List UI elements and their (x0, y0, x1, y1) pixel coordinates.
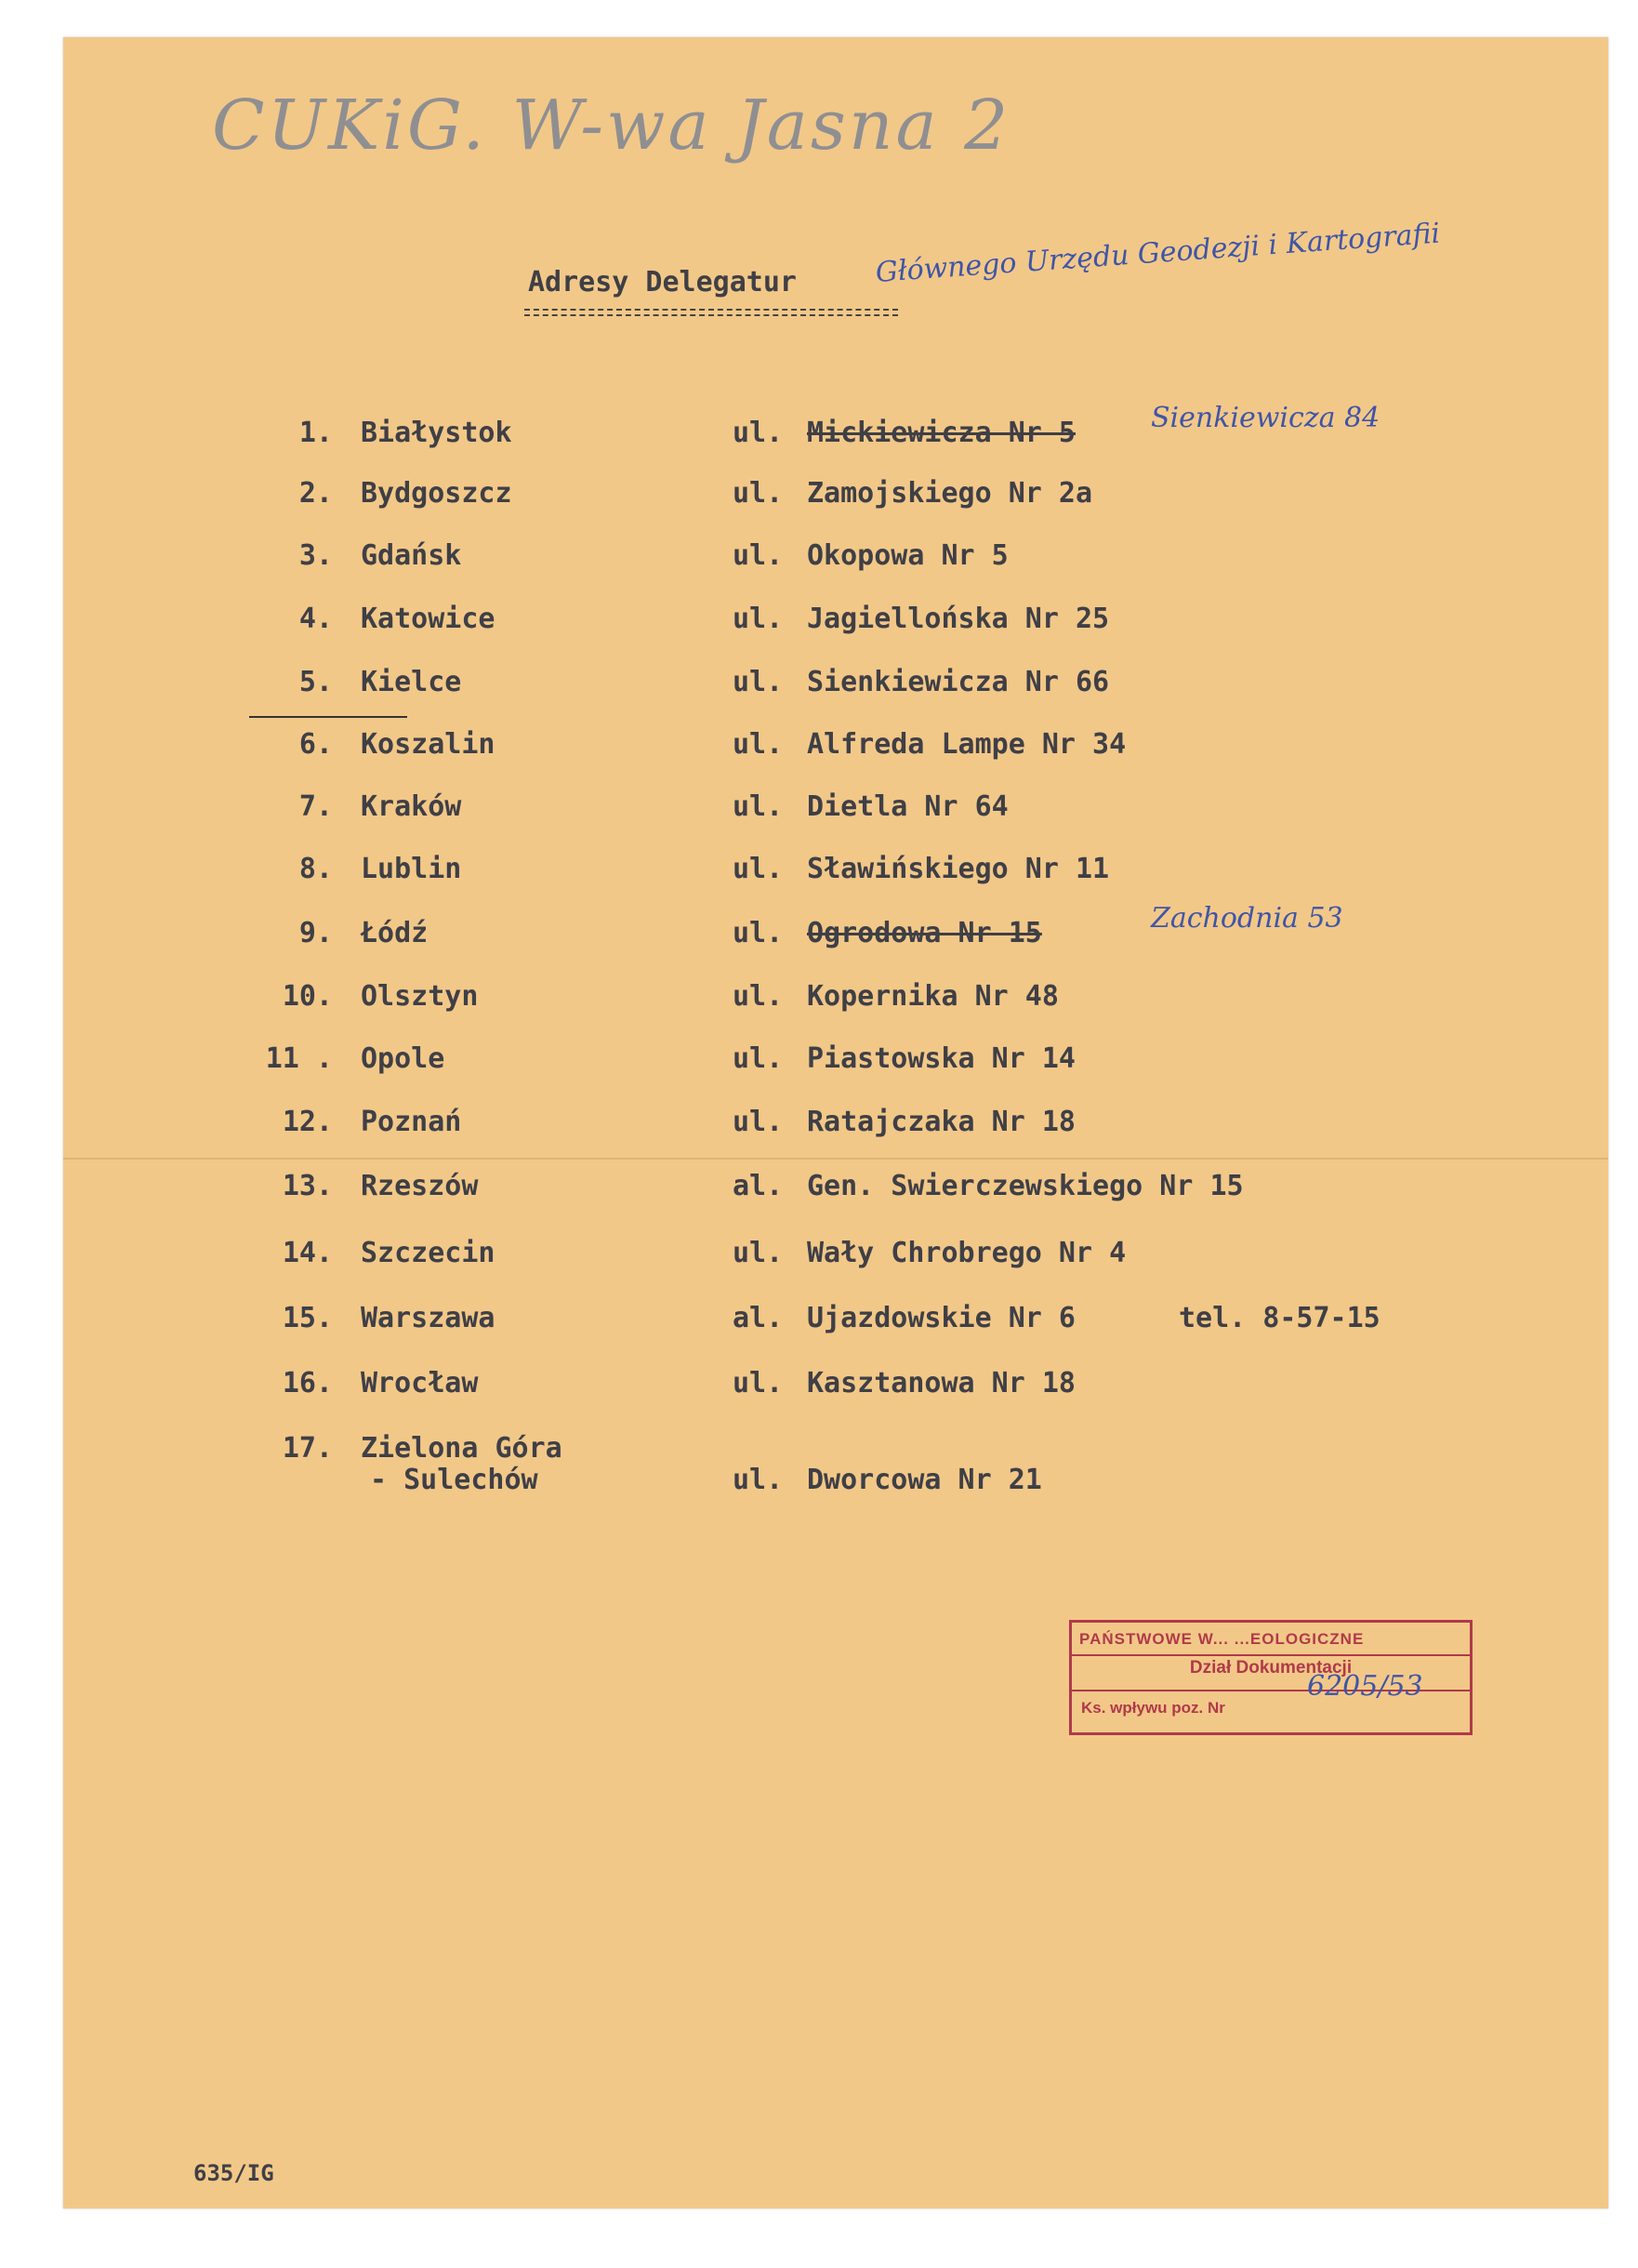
entry-address: Okopowa Nr 5 (807, 539, 1009, 572)
entry-city: Warszawa (361, 1302, 495, 1334)
stamp-divider (1072, 1654, 1470, 1656)
title-underline (524, 309, 898, 311)
entry-number: 9. (298, 917, 333, 949)
entry-city: Bydgoszcz (361, 477, 512, 510)
entry-number: 11 . (265, 1042, 333, 1075)
entry-city: Rzeszów (361, 1170, 479, 1202)
entry-city: Szczecin (361, 1237, 495, 1269)
entry-street-prefix: ul. (733, 1106, 784, 1138)
entry-number: 5. (298, 666, 333, 698)
entry-address: Dworcowa Nr 21 (807, 1464, 1042, 1496)
entry-city: Białystok (361, 417, 512, 449)
title-handwritten-addition: Głównego Urzędu Geodezji i Kartografii (874, 217, 1442, 289)
entry-number: 6. (298, 728, 333, 761)
entry-street-prefix: ul. (733, 1367, 784, 1399)
entry-number: 17. (282, 1432, 333, 1465)
document-sheet (63, 37, 1608, 2208)
pencil-mark (249, 716, 407, 718)
entry-street-prefix: ul. (733, 728, 784, 761)
entry-phone: tel. 8-57-15 (1179, 1302, 1380, 1334)
entry-street-prefix: al. (733, 1170, 784, 1202)
entry-address: Ratajczaka Nr 18 (807, 1106, 1076, 1138)
entry-address: Ujazdowskie Nr 6 (807, 1302, 1076, 1334)
entry-address: Gen. Swierczewskiego Nr 15 (807, 1170, 1244, 1202)
entry-number: 12. (282, 1106, 333, 1138)
entry-address: Zamojskiego Nr 2a (807, 477, 1093, 510)
document-reference: 635/IG (193, 2160, 274, 2186)
entry-street-prefix: ul. (733, 603, 784, 635)
entry-address: Kasztanowa Nr 18 (807, 1367, 1076, 1399)
entry-number: 16. (282, 1367, 333, 1399)
stamp-line-2: Dział Dokumentacji (1189, 1658, 1353, 1678)
entry-number: 13. (282, 1170, 333, 1202)
document-title: Adresy Delegatur (528, 266, 797, 298)
entry-street-prefix: ul. (733, 853, 784, 885)
entry-address: Mickiewicza Nr 5 (807, 417, 1076, 449)
entry-number: 14. (282, 1237, 333, 1269)
entry-city: Kielce (361, 666, 462, 698)
entry-city: Poznań (361, 1106, 462, 1138)
pencil-annotation: CUKiG. W-wa Jasna 2 (212, 86, 1011, 166)
entry-street-prefix: ul. (733, 539, 784, 572)
entry-city: Olsztyn (361, 980, 479, 1013)
entry-handwritten-correction: Zachodnia 53 (1151, 902, 1343, 935)
entry-street-prefix: ul. (733, 417, 784, 449)
entry-number: 4. (298, 603, 333, 635)
entry-city-continued: - Sulechów (370, 1464, 538, 1496)
entry-city: Lublin (361, 853, 462, 885)
entry-street-prefix: ul. (733, 1042, 784, 1075)
entry-street-prefix: ul. (733, 1237, 784, 1269)
entry-number: 3. (298, 539, 333, 572)
entry-number: 2. (298, 477, 333, 510)
entry-city: Wrocław (361, 1367, 479, 1399)
entry-city: Gdańsk (361, 539, 462, 572)
entry-address: Piastowska Nr 14 (807, 1042, 1076, 1075)
entry-number: 8. (298, 853, 333, 885)
stamp-line-1: PAŃSTWOWE W... ...EOLOGICZNE (1079, 1630, 1365, 1648)
entry-street-prefix: al. (733, 1302, 784, 1334)
entry-city: Katowice (361, 603, 495, 635)
entry-street-prefix: ul. (733, 666, 784, 698)
fold-line (63, 1158, 1608, 1160)
stamp-line-3: Ks. wpływu poz. Nr (1081, 1699, 1225, 1717)
entry-address: Ogrodowa Nr 15 (807, 917, 1042, 949)
stamp-handwritten-number: 6205/53 (1307, 1670, 1423, 1703)
entry-handwritten-correction: Sienkiewicza 84 (1151, 402, 1380, 434)
entry-number: 10. (282, 980, 333, 1013)
entry-number: 1. (298, 417, 333, 449)
entry-street-prefix: ul. (733, 980, 784, 1013)
entry-street-prefix: ul. (733, 477, 784, 510)
entry-city: Kraków (361, 790, 462, 823)
entry-address: Dietla Nr 64 (807, 790, 1009, 823)
entry-address: Wały Chrobrego Nr 4 (807, 1237, 1127, 1269)
entry-address: Alfreda Lampe Nr 34 (807, 728, 1127, 761)
entry-city: Opole (361, 1042, 445, 1075)
entry-city: Koszalin (361, 728, 495, 761)
entry-number: 7. (298, 790, 333, 823)
entry-address: Sławińskiego Nr 11 (807, 853, 1110, 885)
entry-street-prefix: ul. (733, 790, 784, 823)
entry-address: Kopernika Nr 48 (807, 980, 1059, 1013)
entry-street-prefix: ul. (733, 1464, 784, 1496)
entry-number: 15. (282, 1302, 333, 1334)
entry-street-prefix: ul. (733, 917, 784, 949)
entry-address: Jagiellońska Nr 25 (807, 603, 1110, 635)
title-underline (524, 314, 898, 316)
entry-city: Łódź (361, 917, 429, 949)
entry-address: Sienkiewicza Nr 66 (807, 666, 1110, 698)
entry-city: Zielona Góra (361, 1432, 562, 1465)
